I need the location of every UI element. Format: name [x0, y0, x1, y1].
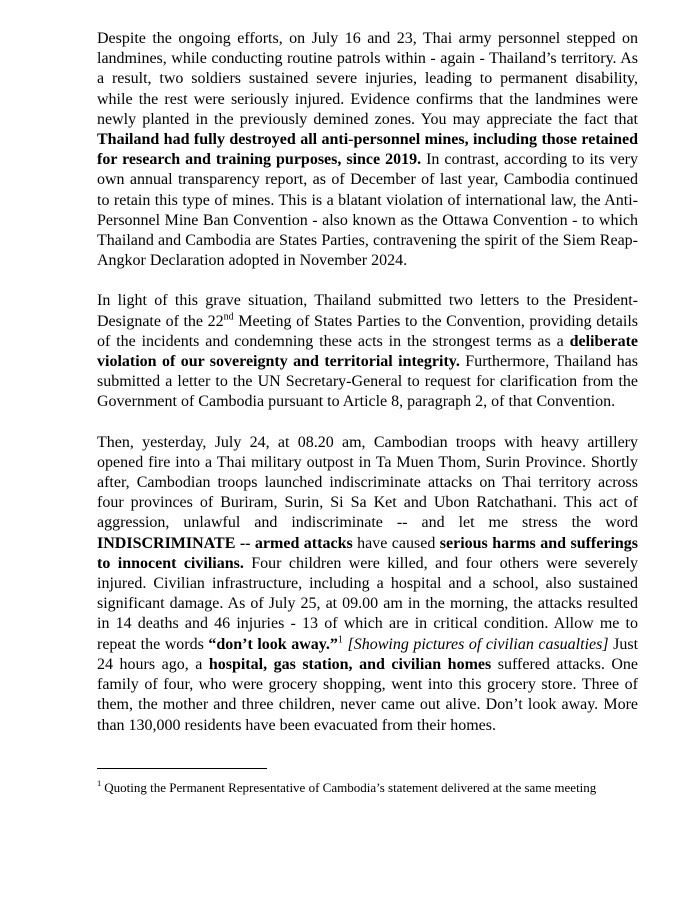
superscript-run: 1: [337, 634, 343, 646]
superscript-run: nd: [223, 311, 234, 323]
footnote-separator: [97, 768, 267, 769]
text-run: Thailand had fully destroyed all anti-personnel mines, including those retained for research and training purposes, since 2019.: [97, 131, 638, 169]
text-run: Just 24 hours ago, a: [97, 635, 639, 673]
text-run: [Showing pictures of civilian casualties]: [347, 635, 609, 653]
footnote-text: Quoting the Permanent Representative of Cambodia’s statement delivered at the same meeting: [104, 779, 597, 795]
text-run: “don’t look away.”: [208, 635, 338, 653]
text-run: suffered attacks. One family of four, who were grocery shopping, went into this grocery store. Three of them, the mother and three children, never came out alive. Don’t look away. More than 130,000 residents have been evacuated from their homes.: [97, 655, 639, 734]
footnote-marker: 1: [97, 778, 102, 789]
paragraph: [97, 29, 638, 271]
text-run: deliberate violation of our sovereignty and territorial integrity.: [97, 332, 638, 371]
text-run: Then, yesterday, July 24, at 08.20 am, Cambodian troops with heavy artillery opened fire into a Thai military outpost in Ta Muen Thom, Surin Province. Shortly after, Cambodian troops launched indiscriminate attacks on Thai territory across four provinces of Buriram, Surin, Si Sa Ket and Ubon Ratchathani. This act of aggression, unlawful and indiscriminate -- and let me stress the word: [97, 433, 638, 532]
text-run: Meeting of States Parties to the Convention, providing details of the incidents and condemning these acts in the strongest terms as a: [97, 312, 638, 350]
footnote-area: [97, 768, 638, 796]
text-run: In contrast, according to its very own annual transparency report, as of December of last year, Cambodia continued to retain this type of mines. This is a blatant violation of international law, the Anti-Personnel Mine Ban Convention - also known as the Ottawa Convention - to which Thailand and Cambodia are States Parties, contravening the spirit of the Siem Reap-Angkor Declaration adopted in November 2024.: [97, 151, 638, 270]
text-run: In light of this grave situation, Thailand submitted two letters to the President-Designate of the 22: [97, 292, 638, 330]
paragraph: [97, 291, 638, 412]
text-run: Furthermore, Thailand has submitted a letter to the UN Secretary-General to request for clarification from the Government of Cambodia pursuant to Article 8, paragraph 2, of that Convention.: [97, 353, 638, 411]
text-run: have caused: [352, 534, 440, 552]
text-run: hospital, gas station, and civilian homes: [208, 655, 492, 673]
text-run: Four children were killed, and four others were severely injured. Civilian infrastructure, including a hospital and a school, also sustained significant damage. As of July 25, at 09.00 am in the morning, the attacks resulted in 14 deaths and 46 injuries - 13 of which are in critical condition. Allow me to repeat the words: [97, 554, 638, 653]
text-run: INDISCRIMINATE -- armed attacks: [97, 534, 353, 552]
text-run: Despite the ongoing efforts, on July 16 and 23, Thai army personnel stepped on landmines, while conducting routine patrols within - again - Thailand’s territory. As a result, two soldiers sustained severe injuries, leading to permanent disability, while the rest were seriously injured. Evidence confirms that the landmines were newly planted in the previously demined zones. You may appreciate the fact that: [97, 30, 638, 128]
document-body: [97, 29, 638, 736]
footnote: [97, 780, 638, 796]
paragraph: [97, 433, 638, 736]
text-run: serious harms and sufferings to innocent civilians.: [97, 534, 639, 572]
